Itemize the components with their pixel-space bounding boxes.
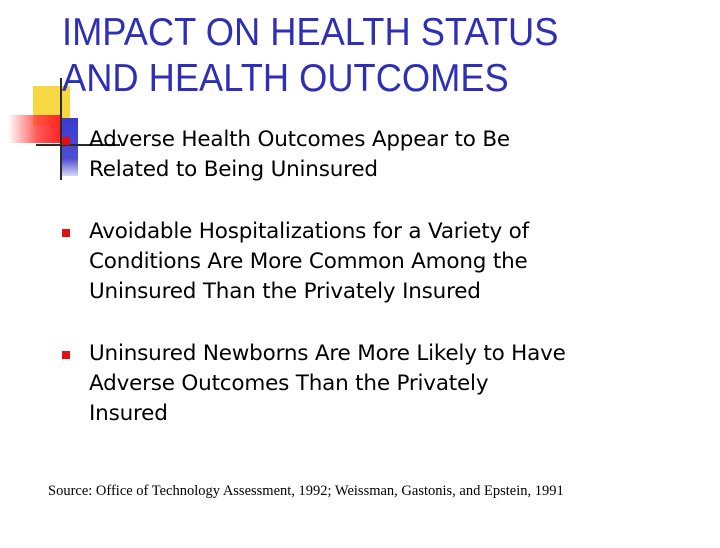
bullet-item-3 — [62, 339, 682, 429]
title-line-2: AND HEALTH OUTCOMES — [62, 57, 509, 100]
bullet-3-line-1: Uninsured Newborns Are More Likely to Have — [89, 341, 566, 366]
deco-red-bar — [8, 115, 62, 143]
bullet-item-2 — [62, 217, 682, 307]
source-citation: Source: Office of Technology Assessment, 1992; Weissman, Gastonis, and Epstein, 1991 — [48, 483, 564, 499]
bullet-2-line-1: Avoidable Hospitalizations for a Variety of — [89, 219, 529, 244]
bullet-2-line-2: Conditions Are More Common Among the — [89, 249, 528, 274]
bullet-square-icon — [62, 137, 70, 145]
bullet-square-icon — [62, 351, 70, 359]
bullet-3-line-3: Insured — [89, 401, 168, 426]
bullet-1-line-1: Adverse Health Outcomes Appear to Be — [89, 127, 510, 152]
bullet-list — [62, 125, 682, 429]
bullet-square-icon — [62, 229, 70, 237]
bullet-2-line-3: Uninsured Than the Privately Insured — [89, 279, 481, 304]
bullet-3-line-2: Adverse Outcomes Than the Privately — [89, 371, 489, 396]
title-line-1: IMPACT ON HEALTH STATUS — [62, 11, 559, 54]
slide-title — [62, 10, 657, 102]
bullet-1-line-2: Related to Being Uninsured — [89, 157, 378, 182]
bullet-item-1 — [62, 125, 682, 185]
